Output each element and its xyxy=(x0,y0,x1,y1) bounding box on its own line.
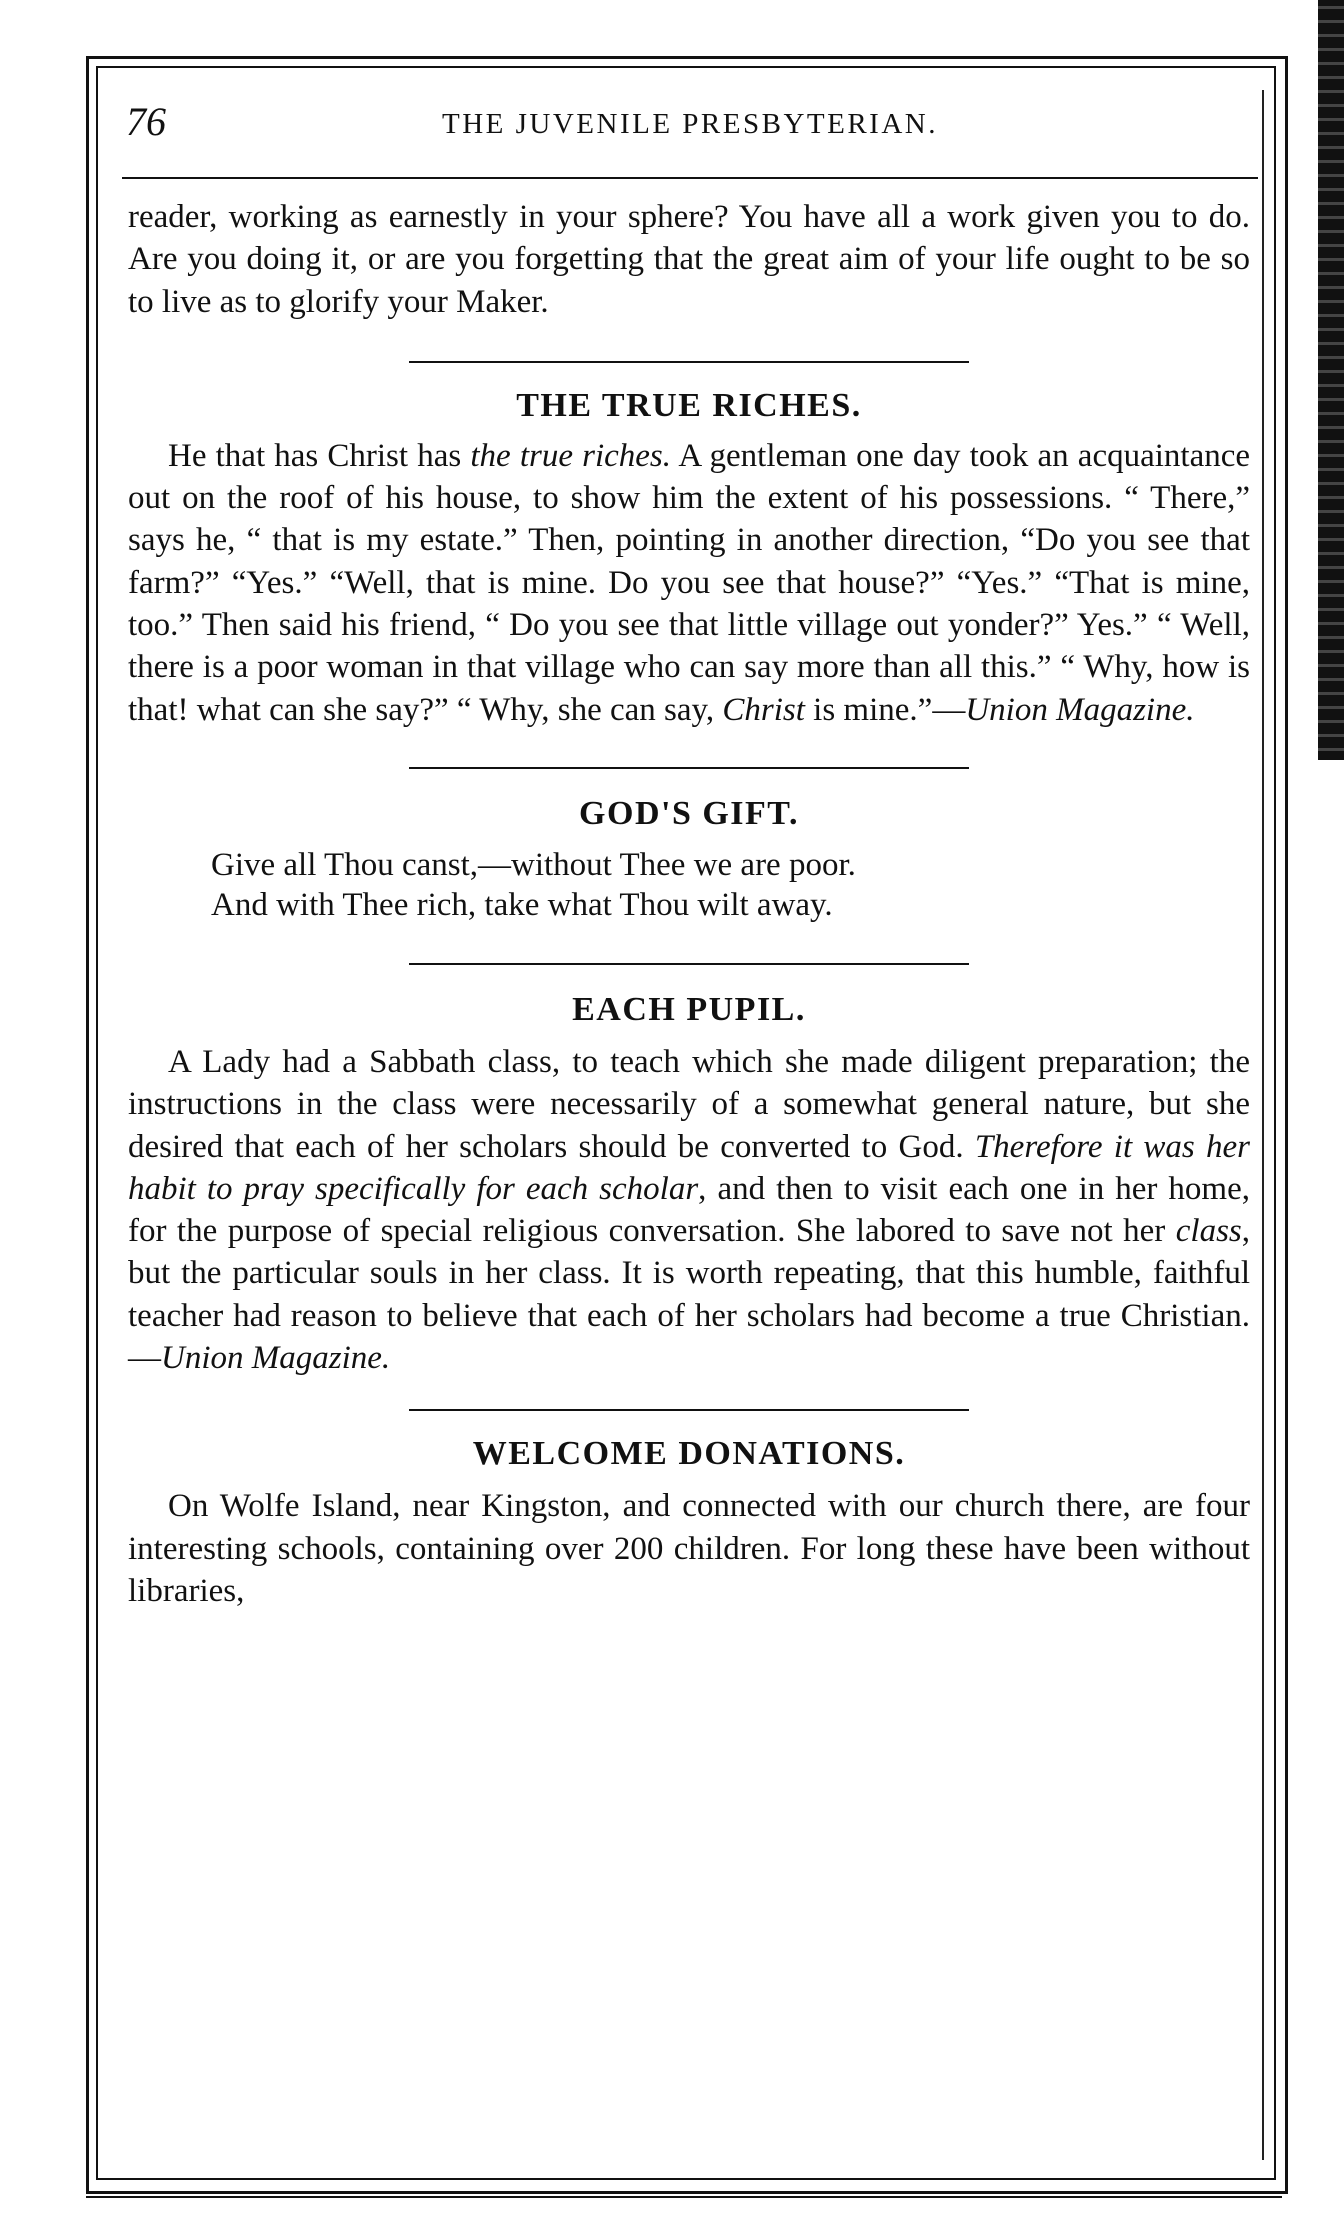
page-body xyxy=(128,196,1250,1612)
section-heading-gods-gift: GOD'S GIFT. xyxy=(579,794,799,832)
welcome-donations-paragraph: On Wolfe Island, near Kingston, and connected with our church there, are four interesting schools, containing over 200 children. For long these have been without libraries, xyxy=(128,1488,1250,1609)
true-riches-paragraph: He that has Christ has the true riches. A gentleman one day took an acquaintance out on the roof of his house, to show him the extent of his possessions. “ There,” says he, “ that is my estate.” Then, pointing in another direction, “Do you see that farm?” “Yes.” “Well, that is mine. Do you see that house?” “Yes.” “That is mine, too.” Then said his friend, “ Do you see that little village out yonder?” Yes.” “ Well, there is a poor woman in that village who can say more than all this.” “ Why, how is that! what can she say?” “ Why, she can say, Christ is mine.”—Union Magazine. xyxy=(128,437,1251,728)
section-divider xyxy=(409,767,969,769)
page-bottom-rule xyxy=(86,2196,1282,2198)
section-divider xyxy=(409,361,969,363)
page-edge-shadow xyxy=(1318,0,1344,760)
intro-paragraph: reader, working as earnestly in your sphere? You have all a work given you to do. Are you doing it, or are you forgetting that the great aim of your life ought to be so to live as to glorify your Maker. xyxy=(128,199,1250,320)
page-border-right-rule xyxy=(1262,90,1264,2160)
header-rule xyxy=(122,177,1258,179)
running-title: THE JUVENILE PRESBYTERIAN. xyxy=(442,108,938,140)
verse-line: Give all Thou canst,—without Thee we are poor. xyxy=(211,846,856,883)
source-citation: Union Magazine. xyxy=(965,691,1195,728)
page-number: 76 xyxy=(126,99,166,144)
section-divider xyxy=(409,1409,969,1411)
gods-gift-verse xyxy=(128,845,1250,925)
verse-line: And with Thee rich, take what Thou wilt away. xyxy=(211,886,833,923)
section-heading-welcome-donations: WELCOME DONATIONS. xyxy=(472,1435,906,1473)
section-heading-true-riches: THE TRUE RICHES. xyxy=(516,386,862,424)
section-heading-each-pupil: EACH PUPIL. xyxy=(572,990,806,1028)
each-pupil-paragraph: A Lady had a Sabbath class, to teach which she made diligent preparation; the instructions in the class were necessarily of a somewhat general nature, but she desired that each of her scholars should be converted to God. Therefore it was her habit to pray specifically for each scholar, and then to visit each one in her home, for the purpose of special religious conversation. She labored to save not her class, but the particular souls in her class. It is worth repeating, that this humble, faithful teacher had reason to believe that each of her scholars had become a true Christian.—Union Magazine. xyxy=(128,1043,1250,1377)
running-header xyxy=(120,98,1260,148)
source-citation: Union Magazine. xyxy=(161,1340,391,1377)
section-divider xyxy=(409,963,969,965)
